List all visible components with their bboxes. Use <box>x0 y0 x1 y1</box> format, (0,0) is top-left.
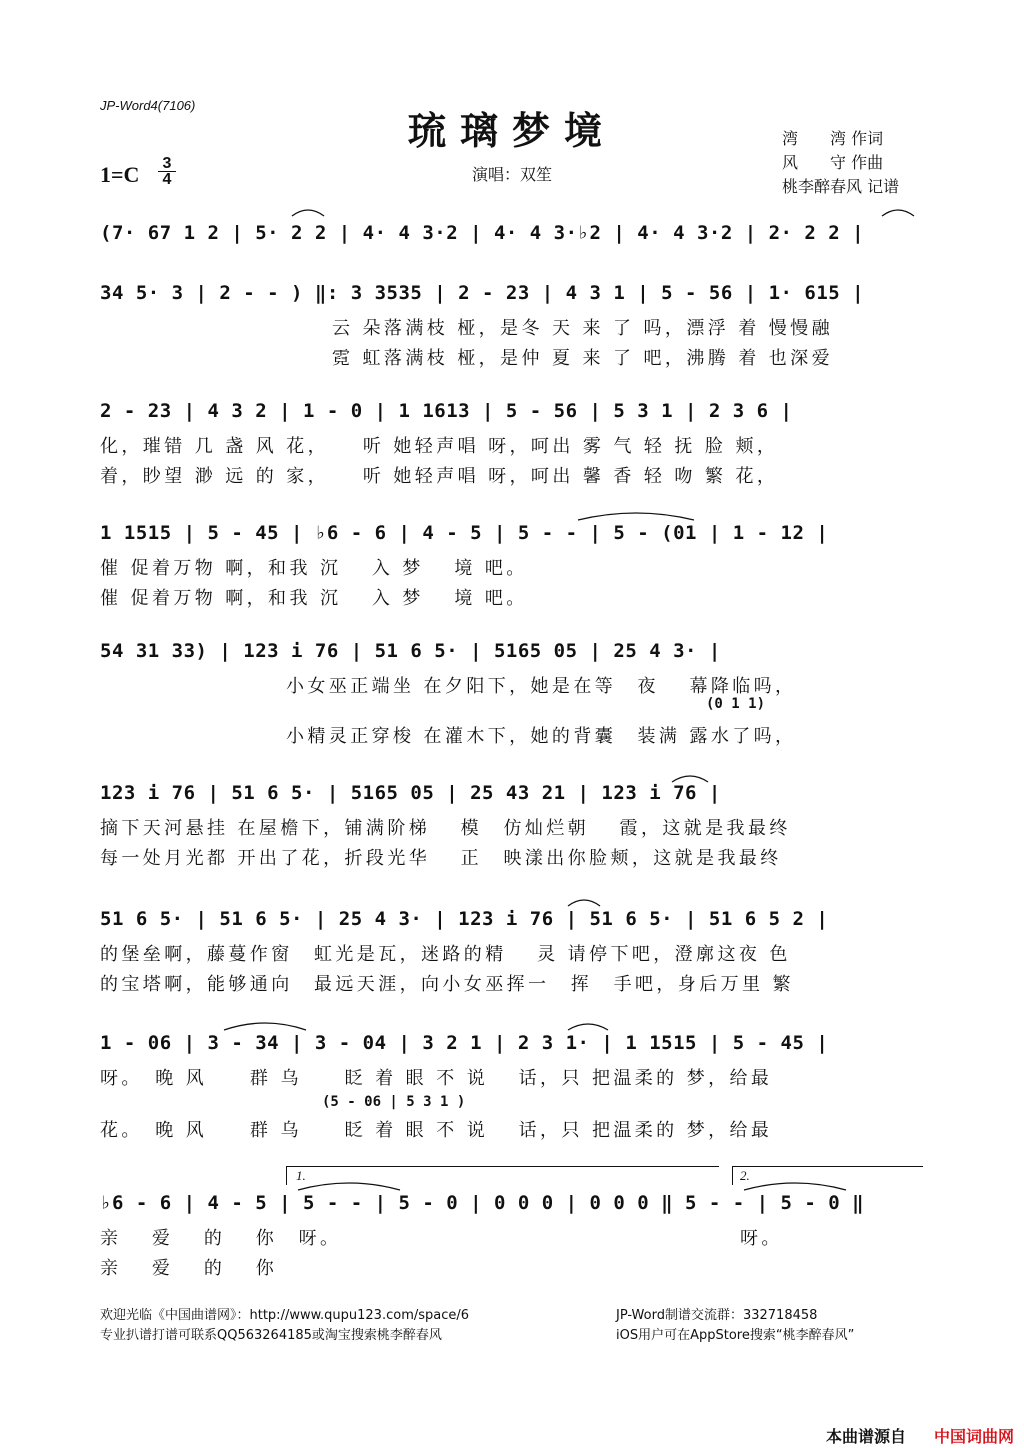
footer-ios: iOS用户可在AppStore搜索“桃李醉春风” <box>616 1328 855 1343</box>
notes-line-2: 34 5· 3 | 2 - - ) ‖: 3 3535 | 2 - 23 | 4 3 1 | 5 - 56 | 1· 615 | <box>100 282 865 304</box>
lyrics-line-5-verse-2: 小精灵正穿梭 在灌木下，她的背囊 装满 露水了吗， <box>286 726 797 747</box>
footer-group: JP-Word制谱交流群：332718458 <box>616 1308 818 1323</box>
notes-line-4: 1 1515 | 5 - 45 | ♭6 - 6 | 4 - 5 | 5 - - | 5 - (01 | 1 - 12 | <box>100 522 829 544</box>
footer-contact: 专业扒谱打谱可联系QQ563264185或淘宝搜索桃李醉春风 <box>100 1328 442 1343</box>
lyrics-line-6-verse-2: 每一处月光都 开出了花，折段光华 正 映漾出你脸颊，这就是我最终 <box>100 848 782 869</box>
notes-line-1: (7· 67 1 2 | 5· 2 2 | 4· 4 3·2 | 4· 4 3·♭2 | 4· 4 3·2 | 2· 2 2 | <box>100 222 865 244</box>
lyrics-line-3-verse-1: 化，璀错 几 盏 风 花， 听 她轻声唱 呀，呵出 雾 气 轻 抚 脸 颊， <box>100 436 779 457</box>
tie-arc <box>576 508 696 522</box>
notes-line-9: ♭6 - 6 | 4 - 5 | 5 - - | 5 - 0 | 0 0 0 | 0 0 0 ‖ 5 - - | 5 - 0 ‖ <box>100 1192 865 1214</box>
lyrics-line-4-verse-2: 催 促着万物 啊，和我 沉 入 梦 境 吧。 <box>100 588 528 609</box>
lyrics-line-3-verse-2: 着，眇望 渺 远 的 家， 听 她轻声唱 呀，呵出 馨 香 轻 吻 繁 花， <box>100 466 779 487</box>
volta-number-2: 2. <box>740 1168 750 1183</box>
time-bottom: 4 <box>162 171 172 188</box>
tie-arc <box>880 204 916 218</box>
tie-arc <box>296 1178 402 1192</box>
lyrics-line-4-verse-1: 催 促着万物 啊，和我 沉 入 梦 境 吧。 <box>100 558 528 579</box>
notes-line-6: 123 i 76 | 51 6 5· | 5165 05 | 25 43 21 | 123 i 76 | <box>100 782 721 804</box>
lyricist-credit: 湾 湾 作词 <box>782 129 884 148</box>
tie-arc <box>566 1018 610 1032</box>
tie-arc <box>222 1018 308 1032</box>
lyrics-line-7-verse-2: 的宝塔啊，能够通向 最远天涯，向小女巫挥一 挥 手吧，身后万里 繁 <box>100 974 794 995</box>
lyrics-line-5-verse-1: 小女巫正端坐 在夕阳下，她是在等 夜 幕降临吗， <box>286 676 797 697</box>
footer-website: 欢迎光临《中国曲谱网》：http://www.qupu123.com/space/6 <box>100 1308 470 1323</box>
transcriber-credit: 桃李醉春风 记谱 <box>782 177 900 196</box>
ending-lyric: 呀。 <box>740 1228 783 1249</box>
notes-line-8: 1 - 06 | 3 - 34 | 3 - 04 | 3 2 1 | 2 3 1· | 1 1515 | 5 - 45 | <box>100 1032 829 1054</box>
lyrics-line-9-verse-2: 亲 爱 的 你 <box>100 1258 278 1279</box>
composer-credit: 风 守 作曲 <box>782 153 884 172</box>
lyrics-line-9-verse-1: 亲 爱 的 你 呀。 <box>100 1228 342 1249</box>
lyrics-line-7-verse-1: 的堡垒啊，藤蔓作窗 虹光是瓦，迷路的精 灵 请停下吧，澄廓这夜 色 <box>100 944 791 965</box>
page-title: 琉璃梦境 <box>407 108 616 153</box>
notes-line-5: 54 31 33) | 123 i 76 | 51 6 5· | 5165 05 | 25 4 3· | <box>100 640 721 662</box>
lyrics-line-2-verse-1: 云 朵落满枝 桠，是冬 天 来 了 吗，漂浮 着 慢慢融 <box>332 318 833 339</box>
volta-number-1: 1. <box>296 1168 306 1183</box>
time-top: 3 <box>162 155 172 172</box>
source-brand[interactable]: 中国词曲网 <box>933 1427 1014 1446</box>
key-signature: 1=C <box>100 162 140 187</box>
lyrics-line-8-verse-2: 花。 晚 风 群 乌 眨 着 眼 不 说 话，只 把温柔的 梦，给最 <box>100 1120 773 1141</box>
insert-notes-1: (0 1 1) <box>706 696 766 712</box>
notes-line-7: 51 6 5· | 51 6 5· | 25 4 3· | 123 i 76 | 51 6 5· | 51 6 5 2 | <box>100 908 829 930</box>
tie-arc <box>670 770 710 784</box>
lyrics-line-8-verse-1: 呀。 晚 风 群 乌 眨 着 眼 不 说 话，只 把温柔的 梦，给最 <box>100 1068 773 1089</box>
insert-notes-2: (5 - 06 | 5 3 1 ) <box>322 1094 466 1110</box>
tie-arc <box>742 1178 848 1192</box>
tie-arc <box>290 204 326 218</box>
lyrics-line-6-verse-1: 摘下天河悬挂 在屋檐下，铺满阶梯 模 仿灿烂朝 霞，这就是我最终 <box>100 818 791 839</box>
notes-line-3: 2 - 23 | 4 3 2 | 1 - 0 | 1 1613 | 5 - 56 | 5 3 1 | 2 3 6 | <box>100 400 793 422</box>
source-label: 本曲谱源自 <box>825 1427 906 1446</box>
tie-arc <box>566 894 602 908</box>
lyrics-line-2-verse-2: 霓 虹落满枝 桠，是仲 夏 来 了 吧，沸腾 着 也深爱 <box>332 348 833 369</box>
source-tag: JP-Word4(7106) <box>100 98 196 113</box>
singer: 演唱：双笙 <box>471 165 552 184</box>
